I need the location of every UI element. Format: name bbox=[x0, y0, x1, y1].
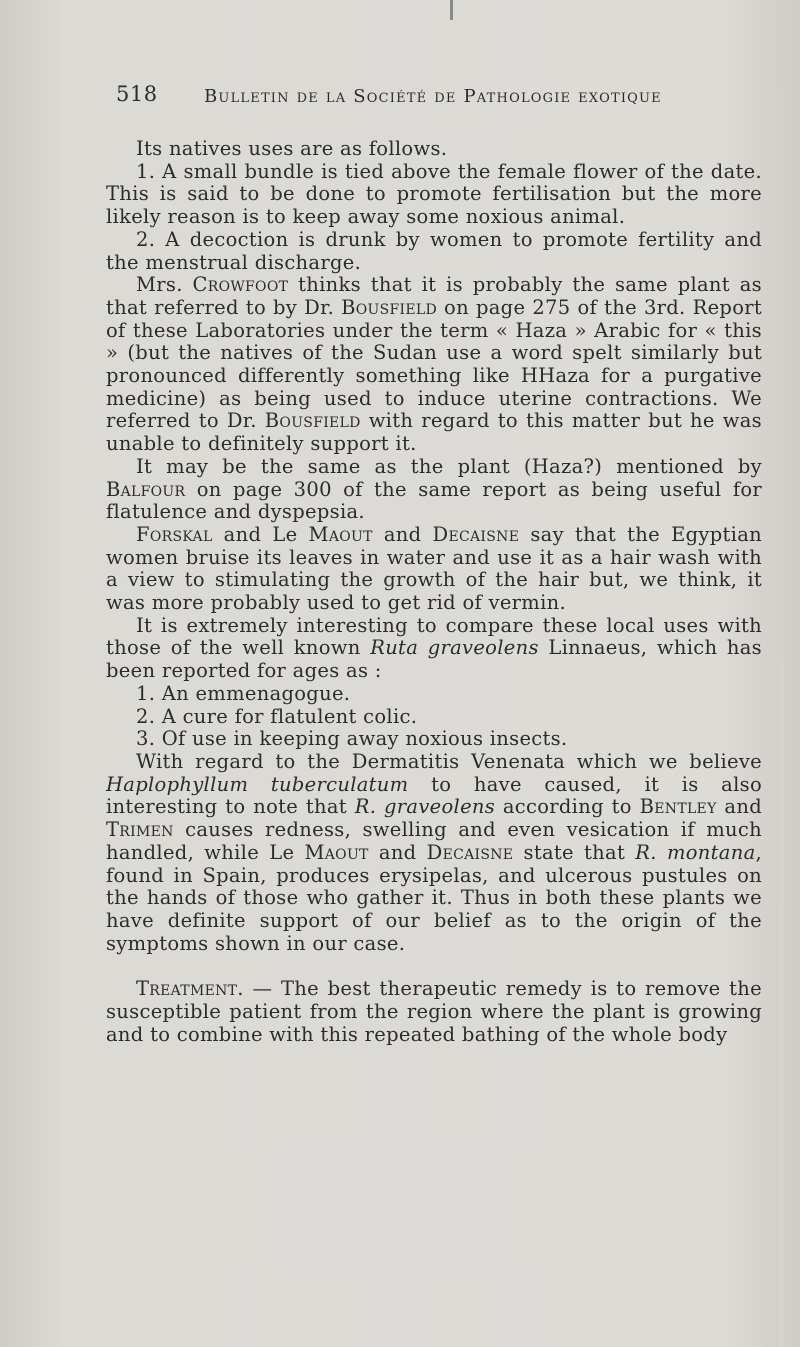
author-name: Maout bbox=[308, 522, 373, 546]
text-run: With regard to the Dermatitis Venenata which we believe bbox=[136, 749, 762, 773]
paragraph-8 bbox=[106, 751, 762, 955]
text-run: , found in Spain, produces erysipelas, and ulcerous pustules on the hands of those who gather it. Thus in both these plants we have definite support of our belief as to the origin of the symptoms shown in our case. bbox=[106, 840, 762, 955]
text-run: state that bbox=[513, 840, 636, 864]
paragraph-5 bbox=[106, 456, 762, 524]
paragraph-6 bbox=[106, 524, 762, 615]
author-name: Balfour bbox=[106, 477, 186, 501]
scan-mark bbox=[450, 0, 453, 20]
species-name: R. graveolens bbox=[354, 795, 496, 819]
paragraph-1: Its natives uses are as follows. bbox=[136, 137, 448, 160]
text-run: and Le bbox=[212, 522, 309, 546]
text-run: and bbox=[372, 522, 433, 546]
species-name: R. montana bbox=[635, 840, 756, 864]
author-name: Bentley bbox=[639, 795, 717, 819]
text-run: on page 275 of the 3rd. Report of these Laboratories under the term « Haza » Arabic for « this » (but the natives of the Sudan use a word spelt similarly but pronounced differently something like HHaza for a purgative medicine) as being used to induce uterine contractions. We referred to Dr. bbox=[106, 295, 762, 433]
text-run: causes redness, swelling and even vesication if much handled, while Le bbox=[106, 818, 762, 864]
list-item: 3. Of use in keeping away noxious insects. bbox=[136, 727, 568, 751]
text-run: It is extremely interesting to compare these local uses with those of the well known bbox=[106, 613, 762, 660]
paragraph-2: 1. A small bundle is tied above the female flower of the date. This is said to be done to promote fertilisation but the more likely reason is to keep away some noxious animal. bbox=[106, 159, 762, 229]
text-run: Mrs. bbox=[136, 273, 193, 297]
species-name: Haplophyllum tuberculatum bbox=[106, 772, 409, 796]
text-run: according to bbox=[495, 795, 640, 819]
list-item: 2. A cure for flatulent colic. bbox=[136, 704, 418, 728]
text-run: — The best therapeutic remedy is to remove the susceptible patient from the region where the plant is growing and to combine with this repeated bathing of the whole body bbox=[106, 977, 762, 1046]
text-run: to have caused, it is also interesting to note that bbox=[106, 772, 762, 819]
page-number: 518 bbox=[116, 82, 158, 106]
text-run: It may be the same as the plant (Haza?) mentioned by bbox=[136, 454, 762, 478]
page-edge-shadow bbox=[778, 0, 784, 1347]
paragraph-treatment bbox=[106, 978, 762, 1046]
text-run: and bbox=[368, 840, 427, 864]
list-item: 1. An emmenagogue. bbox=[136, 681, 351, 705]
author-name: Bousfield bbox=[264, 409, 361, 433]
text-run: Linnaeus, which has been reported for ages as : bbox=[106, 636, 762, 683]
paragraph-7 bbox=[106, 615, 762, 683]
author-name: Decaisne bbox=[426, 840, 514, 864]
species-name: Ruta graveolens bbox=[370, 636, 539, 660]
page-header bbox=[116, 82, 676, 116]
paragraph-4 bbox=[106, 274, 762, 456]
running-head: Bulletin de la Société de Pathologie exotique bbox=[204, 86, 662, 107]
text-run: and bbox=[716, 795, 762, 819]
text-run: thinks that it is probably the same plant as that referred to by Dr. bbox=[106, 273, 762, 319]
author-name: Forskal bbox=[136, 522, 213, 546]
text-run: with regard to this matter but he was unable to definitely support it. bbox=[106, 409, 762, 456]
text-run: say that the Egyptian women bruise its leaves in water and use it as a hair wash with a view to stimulating the growth of the hair but, we think, it was more probably used to get rid of vermin. bbox=[106, 522, 762, 615]
author-name: Decaisne bbox=[432, 522, 520, 546]
author-name: Crowfoot bbox=[192, 273, 289, 297]
author-name: Maout bbox=[304, 840, 369, 864]
body-text bbox=[106, 138, 762, 1046]
section-heading: Treatment. bbox=[136, 977, 244, 1001]
paragraph-3: 2. A decoction is drunk by women to promote fertility and the menstrual discharge. bbox=[106, 227, 762, 274]
author-name: Bousfield bbox=[341, 295, 437, 319]
text-run: on page 300 of the same report as being useful for flatulence and dyspepsia. bbox=[106, 477, 762, 524]
author-name: Trimen bbox=[106, 818, 174, 842]
